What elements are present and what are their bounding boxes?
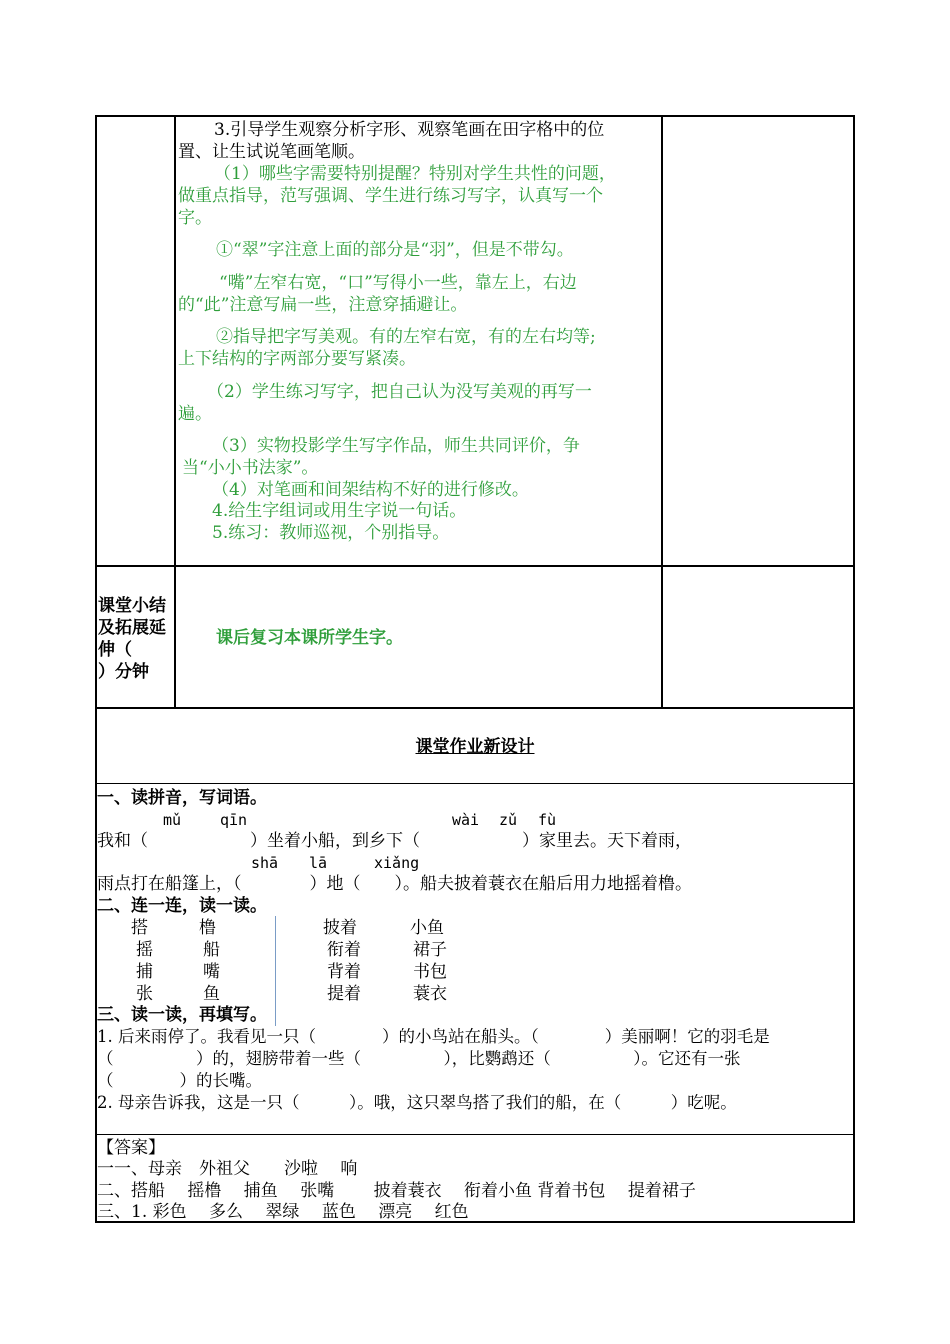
match-right-a-2: 衔着 — [327, 940, 361, 960]
process-line-7: “嘴”左窄右宽，“口”写得小一些，靠左上，右边 — [219, 273, 577, 293]
process-line-9: ②指导把字写美观。有的左窄右宽，有的左右均等; — [216, 327, 596, 347]
summary-label-1: 课堂小结 — [98, 596, 166, 616]
summary-label-3: 伸（ — [98, 640, 132, 660]
match-left-b-2: 船 — [203, 940, 220, 960]
summary-content: 课后复习本课所学生字。 — [216, 628, 403, 648]
section3-heading: 三、读一读，再填写。 — [97, 1005, 267, 1025]
process-line-15: （4）对笔画和间架结构不好的进行修改。 — [212, 480, 529, 500]
col-divider-1 — [174, 115, 176, 709]
section3-line-1: 1. 后来雨停了。我看见一只（ ）的小鸟站在船头。（ ）美丽啊！它的羽毛是 — [97, 1027, 770, 1046]
process-line-4: 做重点指导，范写强调、学生进行练习写字，认真写一个 — [178, 186, 603, 206]
match-left-a-2: 摇 — [136, 940, 153, 960]
match-left-a-4: 张 — [136, 984, 153, 1004]
process-line-10: 上下结构的字两部分要写紧凑。 — [178, 349, 416, 369]
process-line-17: 5.练习：教师巡视，个别指导。 — [212, 523, 450, 543]
section2-heading: 二、连一连，读一读。 — [97, 896, 267, 916]
section1-heading: 一、读拼音，写词语。 — [97, 788, 267, 808]
process-line-14: 当“小小书法家”。 — [182, 458, 319, 478]
pinyin-la: lā — [309, 854, 328, 872]
process-line-11: （2）学生练习写字，把自己认为没写美观的再写一 — [207, 382, 592, 402]
match-left-a-1: 搭 — [131, 918, 148, 938]
section1-line-1: 我和（ ）坐着小船，到乡下（ ）家里去。天下着雨， — [97, 831, 692, 851]
match-right-b-3: 书包 — [413, 962, 447, 982]
section1-line-2: 雨点打在船篷上，（ ）地（ ）。船夫披着蓑衣在船后用力地摇着橹。 — [97, 874, 692, 894]
process-line-13: （3）实物投影学生写字作品，师生共同评价，争 — [212, 436, 580, 456]
answers-line-2: 二、搭船 摇橹 捕鱼 张嘴 披着蓑衣 衔着小鱼 背着书包 提着裙子 — [97, 1181, 696, 1201]
match-right-b-2: 裙子 — [413, 940, 447, 960]
match-right-b-1: 小鱼 — [410, 918, 444, 938]
match-left-b-3: 嘴 — [203, 962, 220, 982]
match-left-a-3: 捕 — [136, 962, 153, 982]
process-line-8: 的“此”注意写扁一些，注意穿插避让。 — [178, 295, 468, 315]
connector-line — [275, 916, 276, 1026]
section3-line-4: 2. 母亲告诉我，这是一只（ ）。哦，这只翠鸟搭了我们的船，在（ ）吃呢。 — [97, 1093, 737, 1112]
match-right-a-1: 披着 — [323, 918, 357, 938]
col-divider-2 — [661, 115, 663, 709]
process-line-6: ①“翠”字注意上面的部分是“羽”，但是不带勾。 — [216, 240, 574, 260]
match-right-b-4: 蓑衣 — [413, 984, 447, 1004]
process-line-12: 遍。 — [178, 404, 212, 424]
section3-line-2: （ ）的，翅膀带着一些（ ），比鹦鹉还（ ）。它还有一张 — [97, 1049, 741, 1068]
section3-line-3: （ ）的长嘴。 — [97, 1071, 262, 1090]
pinyin-fu: fù — [538, 811, 557, 829]
pinyin-sha: shā — [251, 854, 279, 872]
pinyin-mu: mǔ — [163, 811, 182, 829]
answers-heading: 【答案】 — [97, 1138, 165, 1158]
process-line-2: 置、让生试说笔画笔顺。 — [178, 142, 365, 162]
summary-label-4: ）分钟 — [98, 662, 149, 682]
homework-title: 课堂作业新设计 — [415, 737, 535, 757]
row-divider-3 — [95, 783, 855, 784]
pinyin-qin: qīn — [220, 811, 248, 829]
match-right-a-3: 背着 — [327, 962, 361, 982]
pinyin-xiang: xiǎng — [374, 854, 420, 872]
process-line-1: 3.引导学生观察分析字形、观察笔画在田字格中的位 — [214, 120, 605, 140]
row-divider-2 — [95, 707, 855, 709]
row-divider-1 — [95, 565, 855, 567]
match-right-a-4: 提着 — [327, 984, 361, 1004]
match-left-b-1: 橹 — [199, 918, 216, 938]
pinyin-zu: zǔ — [499, 811, 518, 829]
process-line-3: （1）哪些字需要特别提醒？特别对学生共性的问题， — [214, 164, 616, 184]
process-line-5: 字。 — [178, 208, 212, 228]
answers-line-1: 一一、母亲 外祖父 沙啦 响 — [97, 1159, 358, 1179]
answers-line-3: 三、1. 彩色 多么 翠绿 蓝色 漂亮 红色 — [97, 1202, 469, 1222]
table-border-right — [853, 115, 855, 1223]
row-divider-4 — [95, 1134, 855, 1135]
table-border-top — [95, 115, 855, 117]
summary-label-2: 及拓展延 — [98, 618, 166, 638]
process-line-16: 4.给生字组词或用生字说一句话。 — [212, 501, 467, 521]
pinyin-wai: wài — [452, 811, 480, 829]
match-left-b-4: 鱼 — [203, 984, 220, 1004]
